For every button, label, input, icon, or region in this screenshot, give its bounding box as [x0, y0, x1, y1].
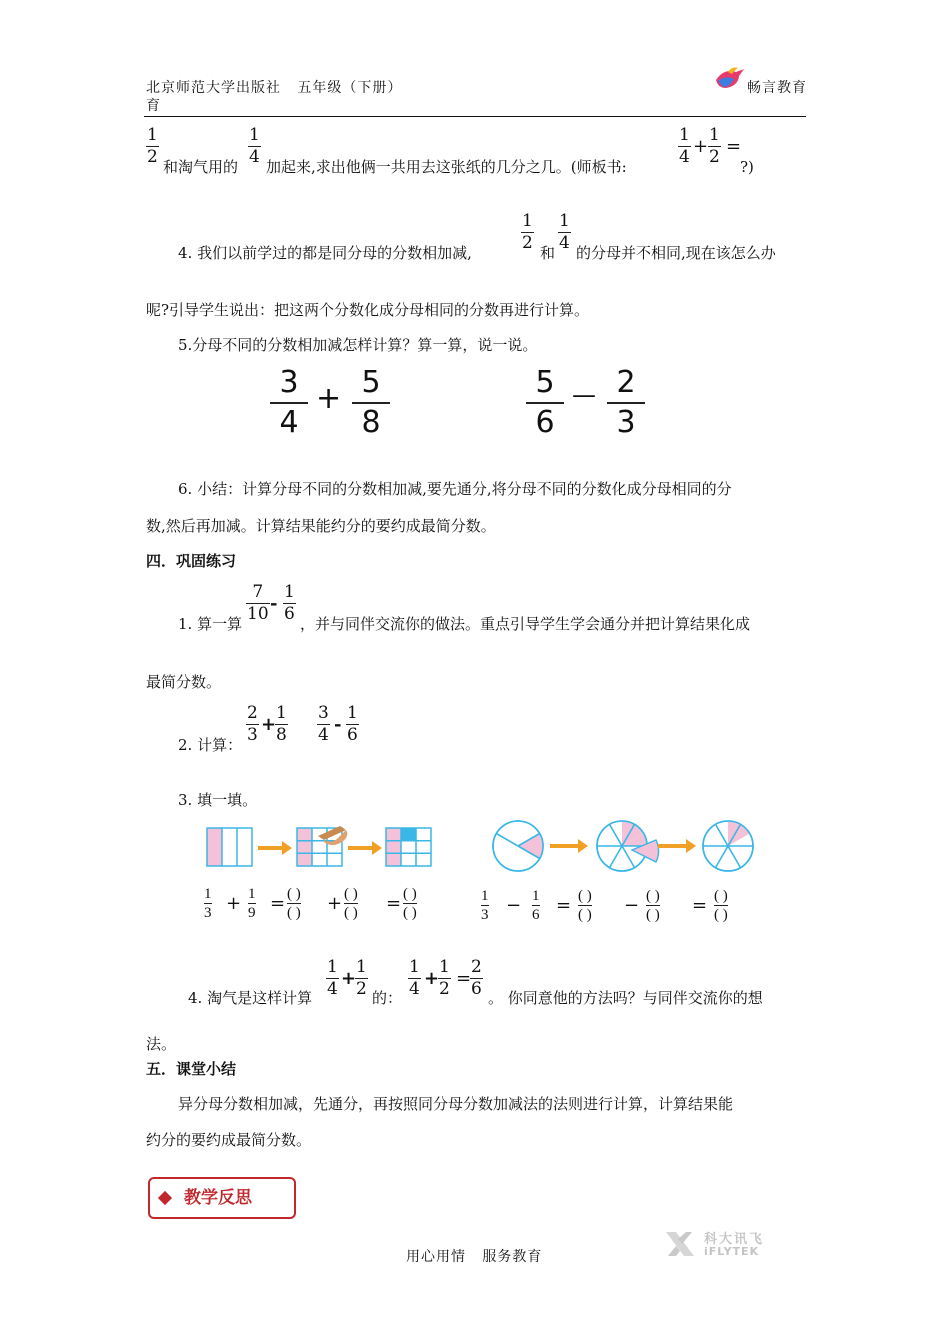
fraction-ex2-1: 2 3 — [247, 703, 258, 745]
header-rule — [144, 116, 806, 117]
ex3-text: 3. 填一填。 — [178, 791, 258, 809]
fill-right-fraction-1: 1 3 — [481, 888, 489, 923]
item4-text-2: 的分母并不相同,现在该怎么办 — [576, 244, 776, 262]
footer-logo-en: iFLYTEK — [704, 1245, 760, 1258]
fraction-intro-1: 1 2 — [147, 125, 158, 167]
item5-text: 5.分母不同的分数相加减怎样计算？算一算，说一说。 — [178, 336, 538, 354]
section5-line-2: 约分的要约成最简分数。 — [146, 1131, 312, 1149]
intro-text-2: 加起来,求出他俩一共用去这张纸的几分之几。(师板书: — [266, 158, 627, 176]
fill-right-blank-3[interactable]: ( ) ( ) — [714, 888, 728, 923]
big-plus: + — [316, 381, 342, 416]
ex4-text-2: 的： — [372, 989, 403, 1007]
fill-left-fraction-2: 1 9 — [248, 886, 256, 921]
fraction-item4-2: 1 4 — [559, 211, 570, 253]
big-fraction-5-8: 5 8 — [352, 366, 390, 440]
ex4-plus-1: + — [341, 968, 357, 989]
ex4-text-3: 。 你同意他的方法吗？与同伴交流你的想 — [488, 989, 763, 1007]
fill-left-blank-2[interactable]: ( ) ( ) — [344, 886, 358, 921]
fill-left-plus: + — [226, 893, 242, 914]
fraction-intro-3: 1 4 — [679, 125, 690, 167]
item4-text-1: 4. 我们以前学过的都是同分母的分数相加减, — [178, 244, 472, 262]
circle-fraction-diagram — [488, 818, 760, 874]
fraction-intro-2: 1 4 — [249, 125, 260, 167]
fraction-ex1-2: 1 6 — [284, 582, 295, 624]
intro-text-3: ?) — [740, 158, 754, 176]
section5-title: 五．课堂小结 — [146, 1060, 237, 1078]
fraction-intro-4: 1 2 — [709, 125, 720, 167]
header-brand: 畅言教育 — [747, 80, 807, 96]
fill-right-minus: − — [506, 895, 522, 916]
ex2-minus: - — [334, 714, 342, 735]
big-fraction-3-4: 3 4 — [270, 366, 308, 440]
reflection-label: 教学反思 — [184, 1188, 252, 1208]
section5-line-1: 异分母分数相加减，先通分，再按照同分母分数加减法的法则进行计算，计算结果能 — [178, 1095, 734, 1113]
footer-slogan: 用心用情 服务教育 — [406, 1249, 543, 1265]
fraction-ex4-1: 1 4 — [327, 957, 338, 999]
fill-right-equals-2: = — [692, 895, 708, 916]
fill-left-equals-2: = — [386, 893, 402, 914]
ex2-text: 2. 计算： — [178, 736, 243, 754]
item4-line-2: 呢?引导学生说出：把这两个分数化成分母相同的分数再进行计算。 — [146, 301, 590, 319]
item6-line-1: 6. 小结：计算分母不同的分数相加减,要先通分,将分母不同的分数化成分母相同的分 — [178, 480, 732, 498]
ex4-equals: = — [456, 968, 472, 989]
ex4-text-1: 4. 淘气是这样计算 — [188, 989, 313, 1007]
ex1-minus: - — [270, 593, 278, 614]
fraction-ex1-1: 7 10 — [247, 582, 269, 624]
fill-right-blank-2[interactable]: ( ) ( ) — [646, 888, 660, 923]
item6-line-2: 数,然后再加减。计算结果能约分的要约成最简分数。 — [146, 517, 496, 535]
header-publisher: 北京师范大学出版社 五年级（下册） — [146, 80, 403, 96]
fraction-ex4-5: 2 6 — [471, 957, 482, 999]
fill-right-minus-2: − — [624, 895, 640, 916]
intro-equals: = — [726, 136, 742, 157]
big-fraction-2-3: 2 3 — [607, 366, 645, 440]
section4-title: 四．巩固练习 — [146, 552, 237, 570]
fraction-ex4-4: 1 2 — [439, 957, 450, 999]
brand-bird-icon — [714, 66, 746, 92]
red-diamond-icon — [158, 1191, 172, 1205]
fraction-ex4-2: 1 2 — [356, 957, 367, 999]
fill-right-fraction-2: 1 6 — [532, 888, 540, 923]
rectangle-fraction-diagram — [200, 824, 440, 872]
fraction-ex2-2: 1 8 — [276, 703, 287, 745]
ex4-line-2: 法。 — [146, 1035, 177, 1053]
fill-right-equals-1: = — [556, 895, 572, 916]
big-fraction-5-6: 5 6 — [526, 366, 564, 440]
fraction-ex2-3: 3 4 — [318, 703, 329, 745]
fill-left-fraction-1: 1 3 — [204, 886, 212, 921]
fill-left-equals-1: = — [270, 893, 286, 914]
fill-left-blank-3[interactable]: ( ) ( ) — [403, 886, 417, 921]
ex4-plus-2: + — [424, 968, 440, 989]
ex2-plus: + — [261, 714, 277, 735]
intro-text-1: 和淘气用的 — [163, 158, 239, 176]
ex1-text-2: ，并与同伴交流你的做法。重点引导学生学会通分并把计算结果化成 — [300, 615, 751, 633]
fill-right-blank-1[interactable]: ( ) ( ) — [578, 888, 592, 923]
iflytek-x-icon — [662, 1228, 698, 1260]
ex1-line-2: 最简分数。 — [146, 673, 222, 691]
fraction-ex4-3: 1 4 — [409, 957, 420, 999]
header-continuation: 育 — [146, 98, 161, 114]
ex1-text-1: 1. 算一算 — [178, 615, 243, 633]
teaching-reflection-box — [148, 1177, 296, 1219]
intro-plus: + — [693, 136, 709, 157]
fraction-item4-1: 1 2 — [522, 211, 533, 253]
item4-and: 和 — [540, 244, 556, 262]
fill-left-blank-1[interactable]: ( ) ( ) — [287, 886, 301, 921]
footer-logo-cn: 科大讯飞 — [704, 1232, 765, 1247]
big-minus: — — [572, 381, 596, 409]
fill-left-plus-2: + — [327, 893, 343, 914]
fraction-ex2-4: 1 6 — [347, 703, 358, 745]
